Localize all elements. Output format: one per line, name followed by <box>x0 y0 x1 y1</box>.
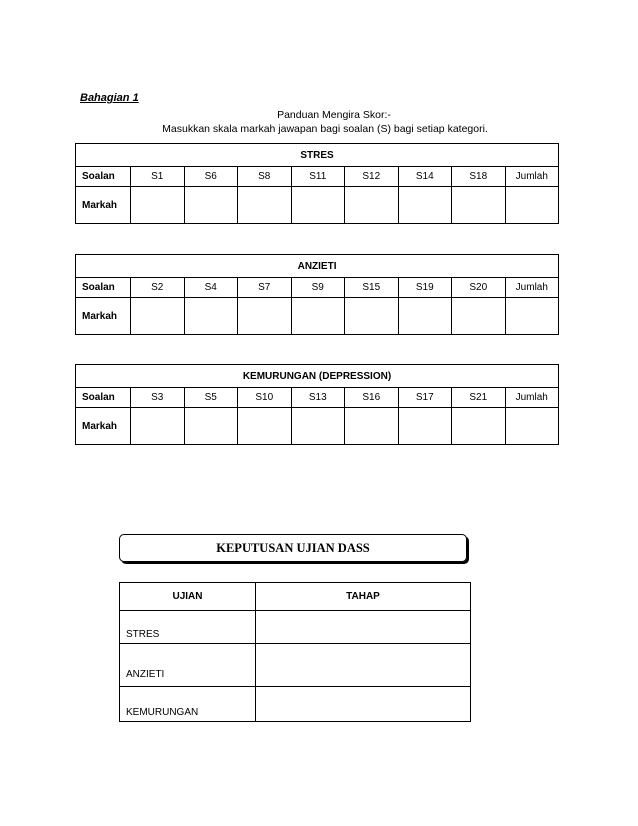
mark-cell[interactable] <box>291 187 345 224</box>
table-caption: ANZIETI <box>76 255 559 278</box>
column-header-ujian: UJIAN <box>120 583 256 611</box>
column-header: S17 <box>398 388 452 408</box>
mark-cell[interactable] <box>238 298 292 335</box>
column-header: S21 <box>452 388 506 408</box>
column-header: S14 <box>398 167 452 187</box>
decision-title: KEPUTUSAN UJIAN DASS <box>216 540 370 555</box>
mark-cell[interactable] <box>184 408 238 445</box>
column-header: S9 <box>291 278 345 298</box>
guide-title: Panduan Mengira Skor:- <box>277 109 391 121</box>
mark-cell[interactable] <box>452 187 506 224</box>
column-header: Jumlah <box>505 278 559 298</box>
column-header: Jumlah <box>505 167 559 187</box>
mark-cell[interactable] <box>345 187 399 224</box>
row-label-soalan: Soalan <box>76 388 131 408</box>
column-header: S12 <box>345 167 399 187</box>
level-cell[interactable] <box>256 611 471 644</box>
row-label-markah: Markah <box>76 408 131 445</box>
level-cell[interactable] <box>256 687 471 722</box>
mark-cell[interactable] <box>291 298 345 335</box>
column-header: S7 <box>238 278 292 298</box>
row-label-markah: Markah <box>76 187 131 224</box>
row-label-soalan: Soalan <box>76 167 131 187</box>
column-header: S16 <box>345 388 399 408</box>
mark-cell[interactable] <box>345 408 399 445</box>
section-title: Bahagian 1 <box>80 92 139 104</box>
test-label-anzieti: ANZIETI <box>120 644 256 687</box>
column-header: S13 <box>291 388 345 408</box>
mark-cell[interactable] <box>452 408 506 445</box>
anzieti-table <box>75 254 559 335</box>
test-label-stres: STRES <box>120 611 256 644</box>
column-header: S11 <box>291 167 345 187</box>
column-header: S4 <box>184 278 238 298</box>
column-header: S2 <box>131 278 185 298</box>
mark-cell[interactable] <box>184 187 238 224</box>
total-cell[interactable] <box>505 187 559 224</box>
column-header: S18 <box>452 167 506 187</box>
column-header: S20 <box>452 278 506 298</box>
column-header: S1 <box>131 167 185 187</box>
kemurungan-table <box>75 364 559 445</box>
mark-cell[interactable] <box>131 408 185 445</box>
mark-cell[interactable] <box>184 298 238 335</box>
mark-cell[interactable] <box>452 298 506 335</box>
mark-cell[interactable] <box>131 187 185 224</box>
column-header: S19 <box>398 278 452 298</box>
row-label-markah: Markah <box>76 298 131 335</box>
table-caption: KEMURUNGAN (DEPRESSION) <box>76 365 559 388</box>
mark-cell[interactable] <box>398 408 452 445</box>
guide-instruction: Masukkan skala markah jawapan bagi soalan (S) bagi setiap kategori. <box>162 123 488 135</box>
column-header: S6 <box>184 167 238 187</box>
mark-cell[interactable] <box>291 408 345 445</box>
decision-table <box>119 582 471 722</box>
column-header: S10 <box>238 388 292 408</box>
stres-table <box>75 143 559 224</box>
total-cell[interactable] <box>505 298 559 335</box>
column-header: Jumlah <box>505 388 559 408</box>
table-caption: STRES <box>76 144 559 167</box>
mark-cell[interactable] <box>398 187 452 224</box>
column-header: S3 <box>131 388 185 408</box>
decision-title-box <box>119 534 467 562</box>
column-header-tahap: TAHAP <box>256 583 471 611</box>
column-header: S5 <box>184 388 238 408</box>
row-label-soalan: Soalan <box>76 278 131 298</box>
column-header: S15 <box>345 278 399 298</box>
mark-cell[interactable] <box>131 298 185 335</box>
mark-cell[interactable] <box>238 187 292 224</box>
mark-cell[interactable] <box>345 298 399 335</box>
test-label-kemurungan: KEMURUNGAN <box>120 687 256 722</box>
level-cell[interactable] <box>256 644 471 687</box>
total-cell[interactable] <box>505 408 559 445</box>
column-header: S8 <box>238 167 292 187</box>
mark-cell[interactable] <box>238 408 292 445</box>
mark-cell[interactable] <box>398 298 452 335</box>
